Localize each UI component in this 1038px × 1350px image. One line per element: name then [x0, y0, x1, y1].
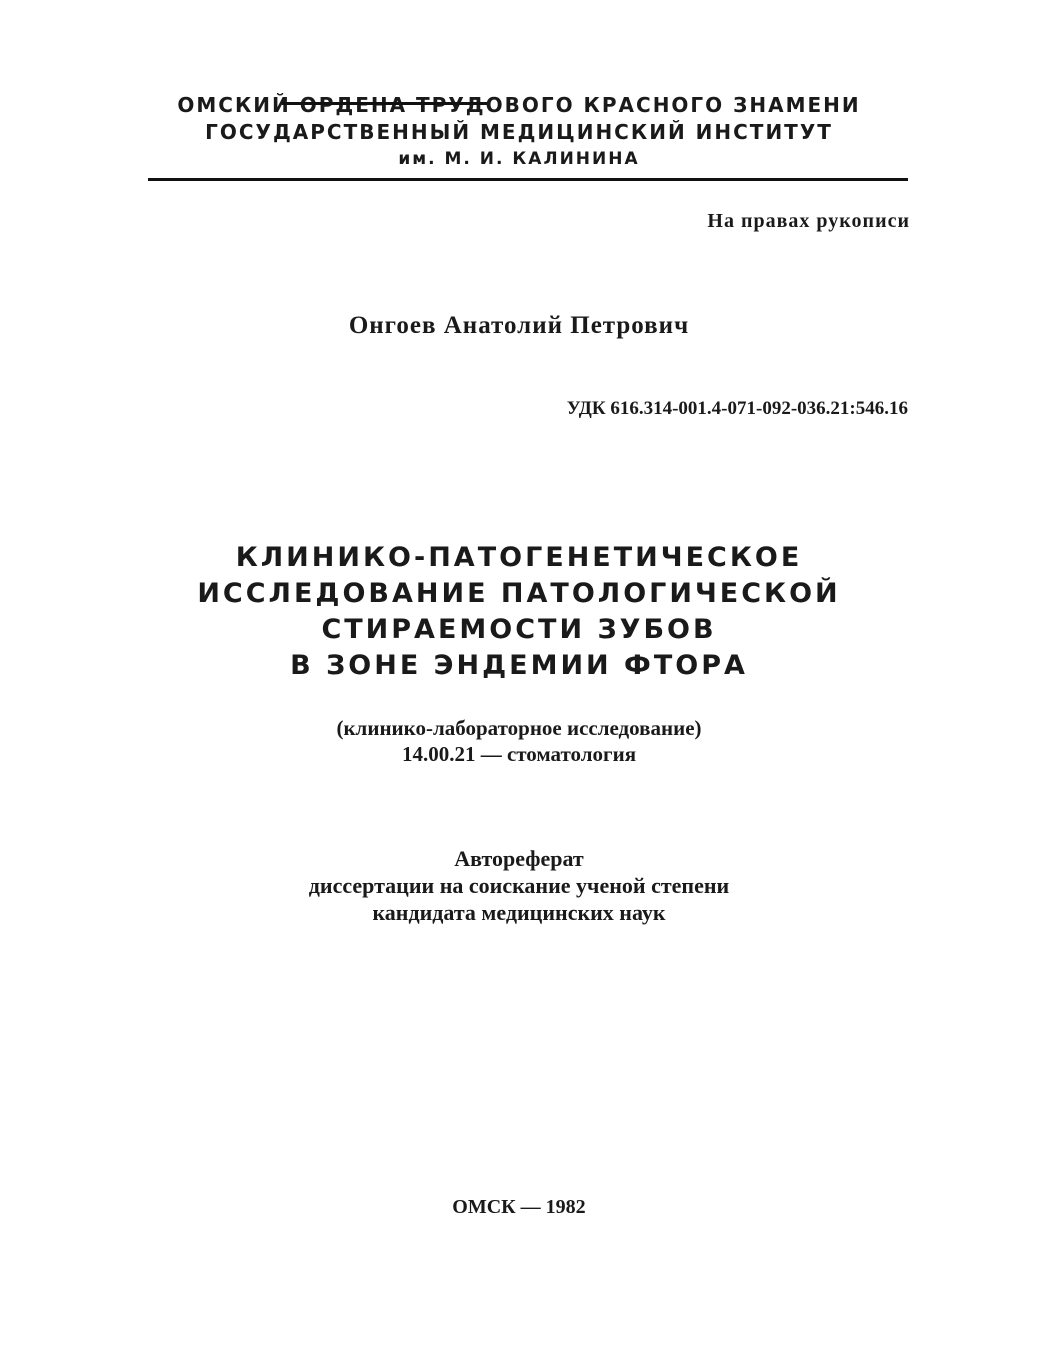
title-line-1: КЛИНИКО-ПАТОГЕНЕТИЧЕСКОЕ — [235, 542, 803, 573]
abstract-description — [0, 845, 1038, 926]
institution-line-3: им. М. И. КАЛИНИНА — [398, 149, 640, 169]
title-line-2: ИССЛЕДОВАНИЕ ПАТОЛОГИЧЕСКОЙ — [197, 578, 841, 609]
title-line-4: В ЗОНЕ ЭНДЕМИИ ФТОРА — [290, 650, 748, 681]
institution-line-1: ОМСКИЙ ОРДЕНА ТРУДОВОГО КРАСНОГО ЗНАМЕНИ — [177, 93, 861, 117]
abstract-line-3: кандидата медицинских наук — [372, 900, 666, 925]
abstract-line-2: диссертации на соискание ученой степени — [308, 873, 730, 898]
subtitle — [0, 715, 1038, 767]
abstract-line-1: Автореферат — [454, 846, 584, 871]
udk-code: УДК 616.314-001.4-071-092-036.21:546.16 — [566, 398, 908, 419]
institution-line-2: ГОСУДАРСТВЕННЫЙ МЕДИЦИНСКИЙ ИНСТИТУТ — [205, 120, 833, 144]
rights-note: На правах рукописи — [707, 210, 910, 232]
imprint-city-year: ОМСК — 1982 — [452, 1196, 586, 1218]
institution-header — [0, 92, 1038, 172]
header-divider — [148, 178, 908, 181]
dissertation-title — [0, 540, 1038, 684]
title-line-3: СТИРАЕМОСТИ ЗУБОВ — [321, 614, 717, 645]
subtitle-line-2: 14.00.21 — стоматология — [401, 742, 637, 766]
subtitle-line-1: (клинико-лабораторное исследование) — [336, 716, 702, 740]
strikethrough-mark — [282, 102, 487, 105]
author-name: Онгоев Анатолий Петрович — [348, 312, 690, 339]
